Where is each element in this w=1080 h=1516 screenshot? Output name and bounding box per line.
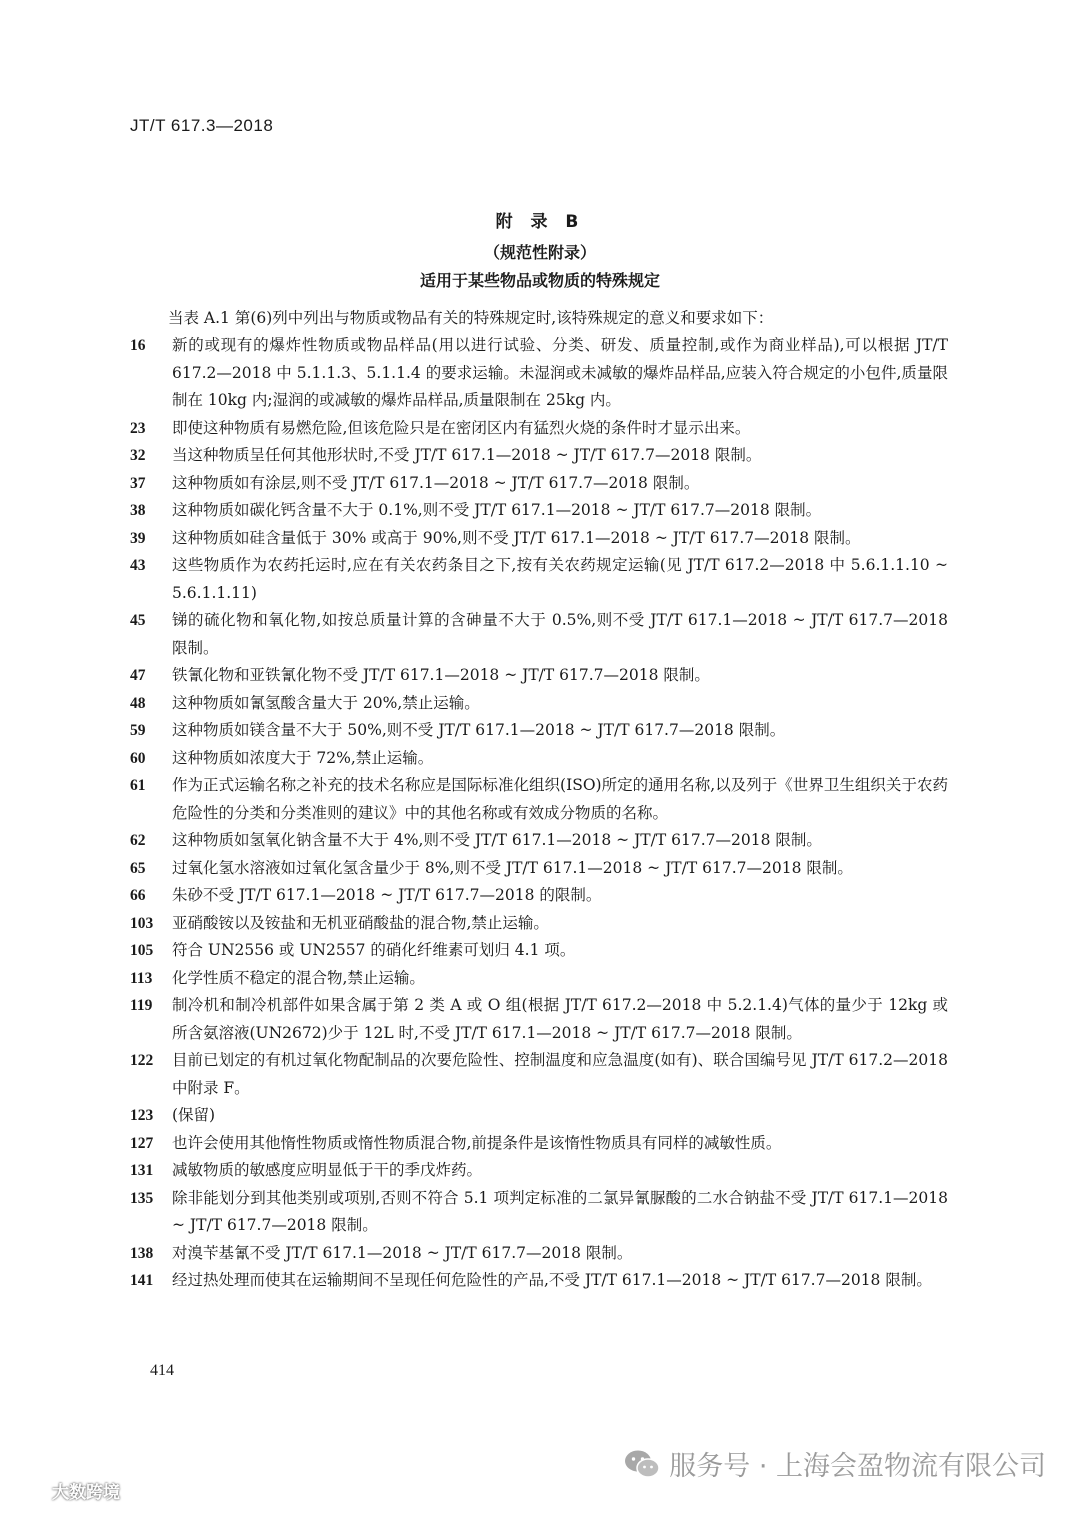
provision-number: 65 [130, 859, 146, 877]
appendix-name: 适用于某些物品或物质的特殊规定 [419, 271, 660, 290]
watermark-left [12, 1478, 120, 1503]
provision-text: 这种物质如镁含量不大于 50%,则不受 JT/T 617.1—2018 ~ JT/T 617.7—2018 限制。 [172, 721, 786, 739]
provision-number: 59 [130, 722, 146, 739]
appendix-type: （规范性附录） [483, 243, 596, 262]
provision-item [130, 772, 948, 827]
provision-number: 32 [130, 447, 146, 464]
provision-item [130, 552, 948, 607]
provision-text: 即使这种物质有易燃危险,但该危险只是在密闭区内有猛烈火烧的条件时才显示出来。 [172, 418, 751, 437]
watermark-left-text: 大数跨境 [52, 1483, 120, 1503]
provision-text: 对溴苄基氰不受 JT/T 617.1—2018 ~ JT/T 617.7—2018 限制。 [172, 1243, 633, 1262]
provision-number: 135 [130, 1189, 154, 1207]
provision-number: 103 [130, 914, 154, 932]
provision-item [130, 470, 948, 498]
provision-number: 113 [130, 969, 153, 987]
provision-number: 45 [130, 612, 146, 629]
provision-item [130, 442, 948, 470]
provision-number: 122 [130, 1052, 154, 1069]
watermark-right [623, 1444, 1046, 1483]
provision-text: 这种物质如氰氢酸含量大于 20%,禁止运输。 [172, 693, 480, 712]
provision-number: 131 [130, 1162, 154, 1179]
provision-text: 过氧化氢水溶液如过氧化氢含量少于 8%,则不受 JT/T 617.1—2018 ~ JT/T 617.7—2018 限制。 [172, 858, 853, 877]
provision-text: 除非能划分到其他类别或项别,否则不符合 5.1 项判定标准的二氯异氰脲酸的二水合钠盐不受 JT/T 617.1—2018 ~ JT/T 617.7—2018 限制。 [172, 1188, 948, 1234]
provision-number: 61 [130, 777, 146, 794]
provision-item [130, 497, 948, 525]
provision-number: 138 [130, 1244, 154, 1262]
provision-number: 39 [130, 529, 146, 547]
provision-text: 这种物质如浓度大于 72%,禁止运输。 [172, 748, 434, 767]
provision-text: 这种物质如碳化钙含量不大于 0.1%,则不受 JT/T 617.1—2018 ~ JT/T 617.7—2018 限制。 [172, 501, 822, 519]
provision-item [130, 910, 948, 938]
provision-number: 123 [130, 1107, 154, 1124]
provision-item [130, 415, 948, 443]
provision-text: 符合 UN2556 或 UN2557 的硝化纤维素可划归 4.1 项。 [172, 941, 576, 959]
provision-item [130, 662, 948, 690]
provision-text: 亚硝酸铵以及铵盐和无机亚硝酸盐的混合物,禁止运输。 [172, 913, 549, 932]
watermark-right-text: 服务号 · 上海会盈物流有限公司 [669, 1451, 1046, 1482]
provision-text: 锑的硫化物和氧化物,如按总质量计算的含砷量不大于 0.5%,则不受 JT/T 617.1—2018 ~ JT/T 617.7—2018 限制。 [172, 611, 948, 657]
provision-item [130, 607, 948, 662]
provision-text: 这种物质如氢氧化钠含量不大于 4%,则不受 JT/T 617.1—2018 ~ JT/T 617.7—2018 限制。 [172, 831, 822, 849]
provision-number: 62 [130, 832, 146, 849]
provision-number: 37 [130, 474, 146, 492]
provision-text: 当这种物质呈任何其他形状时,不受 JT/T 617.1—2018 ~ JT/T 617.7—2018 限制。 [172, 446, 762, 464]
provision-number: 119 [130, 997, 153, 1014]
intro-paragraph: 当表 A.1 第(6)列中列出与物质或物品有关的特殊规定时,该特殊规定的意义和要求如下： [168, 309, 774, 327]
provision-text: 朱砂不受 JT/T 617.1—2018 ~ JT/T 617.7—2018 的限制。 [172, 886, 602, 904]
provision-text: 铁氰化物和亚铁氰化物不受 JT/T 617.1—2018 ~ JT/T 617.7—2018 限制。 [172, 666, 710, 684]
standard-code: JT/T 617.3—2018 [130, 116, 274, 135]
provision-item [130, 855, 948, 883]
provision-item [130, 827, 948, 855]
provision-number: 16 [130, 337, 146, 354]
page-number: 414 [150, 1362, 174, 1379]
provision-item [130, 937, 948, 965]
provision-item [130, 717, 948, 745]
provision-number: 47 [130, 667, 146, 684]
provision-text: 这些物质作为农药托运时,应在有关农药条目之下,按有关农药规定运输(见 JT/T 617.2—2018 中 5.6.1.1.10 ~ 5.6.1.1.11) [172, 556, 948, 602]
provision-number: 48 [130, 694, 146, 712]
provision-number: 141 [130, 1272, 154, 1289]
provision-number: 60 [130, 749, 146, 767]
provision-text: 目前已划定的有机过氧化物配制品的次要危险性、控制温度和应急温度(如有)、联合国编号见 JT/T 617.2—2018 中附录 F。 [172, 1051, 948, 1097]
provision-item [130, 1102, 948, 1130]
provision-text: 制冷机和制冷机部件如果含属于第 2 类 A 或 O 组(根据 JT/T 617.2—2018 中 5.2.1.4)气体的量少于 12kg 或所含氨溶液(UN2672)少于 12L 时,不受 JT/T 617.1—2018 ~ JT/T 617.7—2018 限制。 [172, 996, 948, 1042]
provision-number: 43 [130, 557, 146, 574]
provision-item [130, 525, 948, 553]
provision-text: (保留) [172, 1106, 216, 1124]
provision-item [130, 1047, 948, 1102]
provision-text: 作为正式运输名称之补充的技术名称应是国际标准化组织(ISO)所定的通用名称,以及列于《世界卫生组织关于农药危险性的分类和分类准则的建议》中的其他名称或有效成分物质的名称。 [172, 776, 948, 822]
provision-text: 这种物质如硅含量低于 30% 或高于 90%,则不受 JT/T 617.1—2018 ~ JT/T 617.7—2018 限制。 [172, 528, 861, 547]
provision-item [130, 1157, 948, 1185]
provision-item [130, 332, 948, 415]
provision-text: 也许会使用其他惰性物质或惰性物质混合物,前提条件是该惰性物质具有同样的减敏性质。 [172, 1133, 782, 1152]
brand-logo-icon [12, 1480, 48, 1502]
provision-number: 105 [130, 942, 154, 959]
provision-text: 经过热处理而使其在运输期间不呈现任何危险性的产品,不受 JT/T 617.1—2018 ~ JT/T 617.7—2018 限制。 [172, 1271, 932, 1289]
provision-text: 这种物质如有涂层,则不受 JT/T 617.1—2018 ~ JT/T 617.7—2018 限制。 [172, 473, 700, 492]
provision-item [130, 1185, 948, 1240]
special-provisions-list [130, 332, 948, 1295]
provision-number: 66 [130, 887, 146, 904]
provision-number: 23 [130, 419, 146, 437]
provision-text: 新的或现有的爆炸性物质或物品样品(用以进行试验、分类、研发、质量控制,或作为商业样品),可以根据 JT/T 617.2—2018 中 5.1.1.3、5.1.1.4 的要求运输。未湿润或未减敏的爆炸品样品,应装入符合规定的小包件,质量限制在 10kg 内;湿润的或减敏的爆炸品样品,质量限制在 25kg 内。 [172, 336, 948, 409]
provision-item [130, 690, 948, 718]
appendix-title: 附 录 B [495, 212, 585, 232]
provision-text: 减敏物质的敏感度应明显低于干的季戊炸药。 [172, 1161, 483, 1179]
provision-text: 化学性质不稳定的混合物,禁止运输。 [172, 968, 425, 987]
provision-item [130, 1267, 948, 1295]
provision-item [130, 965, 948, 993]
provision-number: 127 [130, 1134, 154, 1152]
provision-item [130, 1240, 948, 1268]
provision-number: 38 [130, 502, 146, 519]
provision-item [130, 992, 948, 1047]
wechat-icon [623, 1448, 661, 1480]
provision-item [130, 745, 948, 773]
provision-item [130, 1130, 948, 1158]
provision-item [130, 882, 948, 910]
